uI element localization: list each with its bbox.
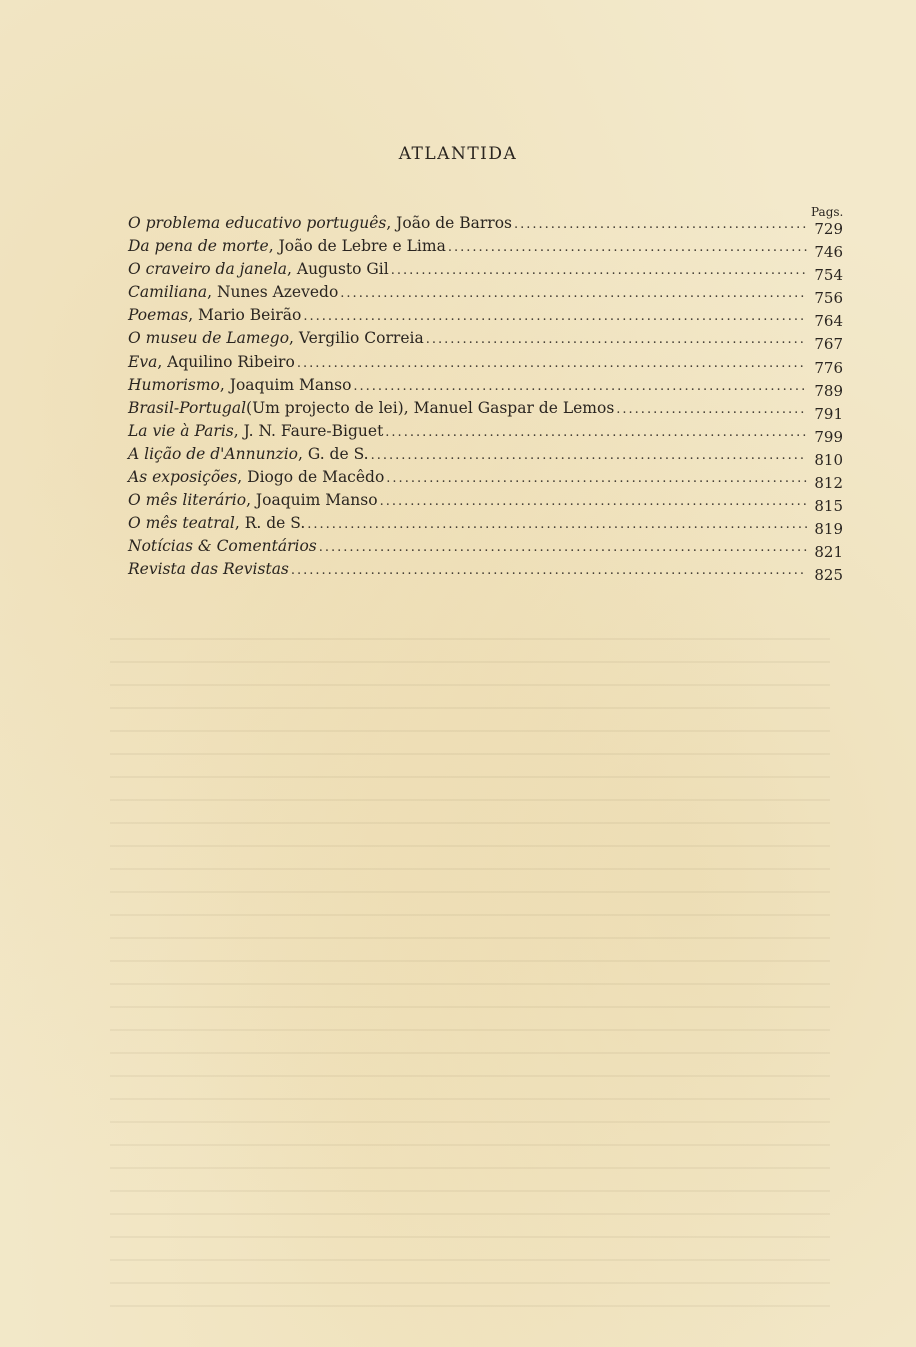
entry-page: 825	[814, 566, 843, 585]
entry-author: , Vergilio Correia	[289, 329, 424, 348]
toc-entry	[128, 214, 843, 237]
entry-title: Revista das Revistas	[128, 560, 289, 579]
entry-page: 764	[814, 312, 843, 331]
toc-entry	[128, 329, 843, 352]
toc-entry	[128, 560, 843, 583]
pages-column-label: Pags.	[811, 205, 844, 219]
toc-entry	[128, 237, 843, 260]
toc-entry	[128, 283, 843, 306]
entry-author: , G. de S.	[298, 444, 369, 463]
leader-dots	[307, 517, 807, 532]
leader-dots	[291, 563, 807, 578]
leader-dots	[386, 471, 807, 486]
entry-title: Camiliana	[128, 283, 208, 302]
entry-title: La vie à Paris	[128, 421, 234, 440]
entry-page: 821	[814, 543, 843, 562]
toc-entry	[128, 468, 843, 491]
entry-page: 754	[814, 266, 843, 285]
entry-title: O mês literário	[128, 491, 247, 510]
leader-dots	[385, 425, 807, 440]
entry-page: 767	[814, 335, 843, 354]
leader-dots	[297, 356, 807, 371]
leader-dots	[426, 332, 807, 347]
entry-author: , João de Barros	[386, 214, 512, 232]
page-title: ATLANTIDA	[398, 144, 518, 164]
leader-dots	[353, 379, 807, 394]
leader-dots	[319, 540, 807, 555]
leader-dots	[340, 286, 807, 301]
entry-author: , Joaquim Manso	[246, 491, 378, 510]
leader-dots	[380, 494, 807, 509]
toc-entry	[128, 537, 843, 560]
toc-entry	[128, 376, 843, 399]
leader-dots	[616, 402, 807, 417]
entry-page: 746	[814, 243, 843, 262]
entry-author: (Um projecto de lei), Manuel Gaspar de Lemos	[246, 398, 615, 417]
entry-title: As exposições	[128, 468, 238, 487]
bleed-through-text	[110, 620, 830, 1320]
entry-page: 819	[814, 520, 843, 539]
toc-entry	[128, 514, 843, 537]
entry-page: 776	[814, 358, 843, 377]
entry-title: Poemas	[128, 306, 189, 325]
entry-title: Eva	[128, 352, 158, 371]
leader-dots	[371, 448, 807, 463]
entry-author: , Augusto Gil	[287, 260, 389, 279]
entry-author: , Mario Beirão	[188, 306, 302, 325]
entry-page: 799	[814, 427, 843, 446]
entry-title: A lição de d'Annunzio	[128, 444, 299, 463]
entry-title: O museu de Lamego	[128, 329, 290, 348]
entry-page: 810	[814, 450, 843, 469]
leader-dots	[514, 217, 807, 232]
entry-title: Brasil-Portugal	[128, 398, 247, 417]
entry-author: , Nunes Azevedo	[207, 283, 339, 302]
toc-entry	[128, 306, 843, 329]
entry-page: 812	[814, 474, 843, 493]
entry-page: 789	[814, 381, 843, 400]
entry-title: O problema educativo português	[128, 214, 387, 232]
entry-title: Notícias & Comentários	[128, 537, 317, 556]
entry-page: 815	[814, 497, 843, 516]
entry-author: , Aquilino Ribeiro	[157, 352, 295, 371]
entry-author: , J. N. Faure-Biguet	[233, 421, 384, 440]
toc-entry	[128, 491, 843, 514]
entry-title: Humorismo	[128, 375, 220, 394]
entry-author: , R. de S.	[234, 514, 306, 533]
leader-dots	[448, 240, 807, 255]
leader-dots	[303, 309, 807, 324]
entry-author: , Joaquim Manso	[219, 375, 352, 394]
toc-entry	[128, 353, 843, 376]
toc-entry	[128, 399, 843, 422]
entry-page: 756	[814, 289, 843, 308]
leader-dots	[391, 263, 807, 278]
toc-entry	[128, 260, 843, 283]
entry-title: O craveiro da janela	[128, 260, 288, 279]
table-of-contents	[128, 214, 843, 584]
entry-page: 729	[814, 220, 843, 238]
toc-entry	[128, 445, 843, 468]
entry-author: , João de Lebre e Lima	[268, 237, 446, 256]
entry-page: 791	[814, 404, 843, 423]
entry-author: , Diogo de Macêdo	[237, 468, 385, 487]
entry-title: Da pena de morte	[128, 237, 269, 256]
entry-title: O mês teatral	[128, 514, 235, 533]
toc-entry	[128, 422, 843, 445]
